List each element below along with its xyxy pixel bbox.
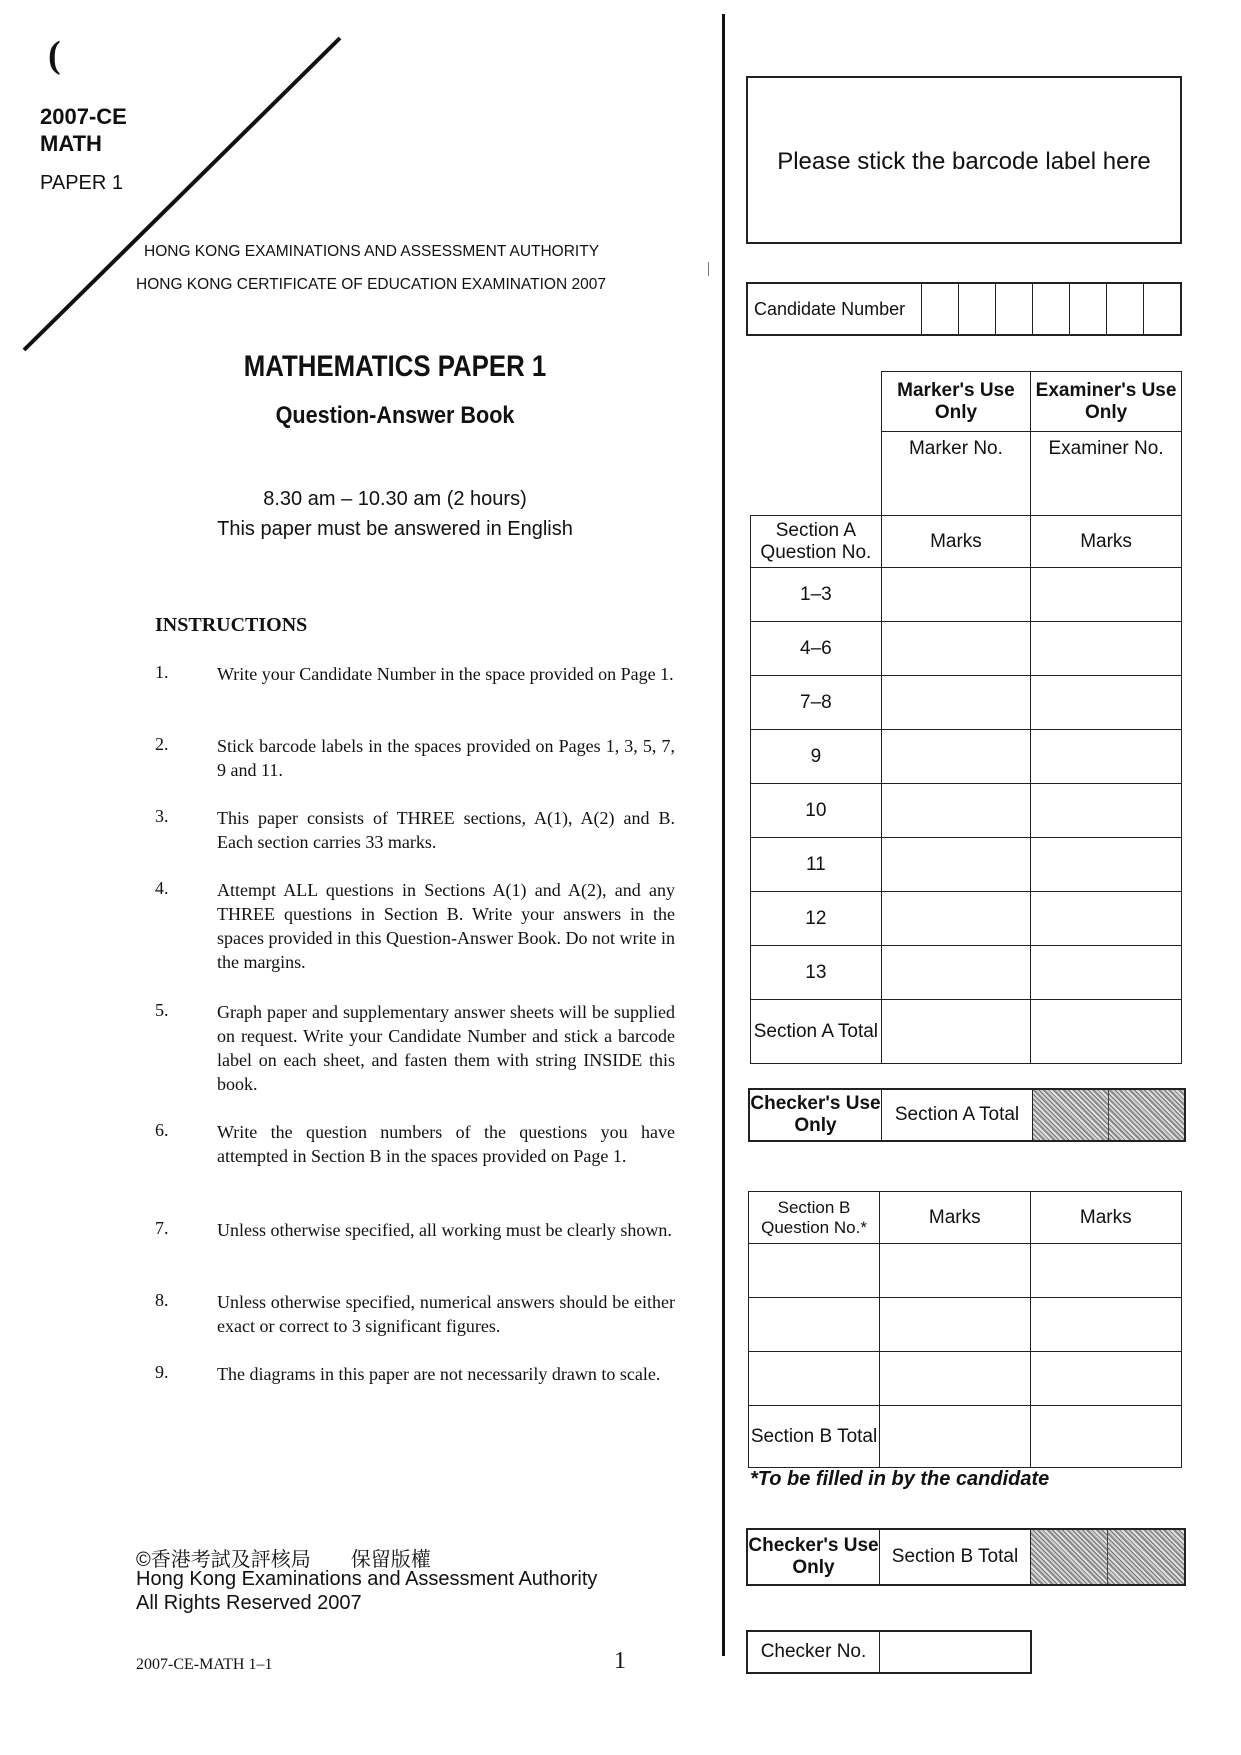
- instruction-number: 3.: [155, 806, 169, 826]
- instruction-text: Unless otherwise specified, all working must be clearly shown.: [217, 1220, 672, 1240]
- marker-total-cell[interactable]: [881, 1000, 1030, 1064]
- marker-marks-cell[interactable]: [881, 892, 1030, 946]
- question-range-cell: 1–3: [751, 568, 882, 622]
- checker-no-box: [746, 1630, 1032, 1674]
- examiner-marks-cell[interactable]: [1031, 784, 1182, 838]
- page-number: 1: [614, 1648, 626, 1674]
- marker-marks-cell[interactable]: [881, 730, 1030, 784]
- candidate-number-digit-cell[interactable]: [1144, 284, 1180, 334]
- examiner-total-cell[interactable]: [1030, 1406, 1181, 1468]
- paper-subtitle: Question-Answer Book: [275, 402, 515, 429]
- examiner-marks-header: Marks: [1030, 1192, 1181, 1244]
- paper-code-subject: MATH: [40, 131, 102, 156]
- shaded-block: [1031, 1530, 1108, 1584]
- paper-code-number: PAPER 1: [40, 172, 123, 194]
- instruction-number: 1.: [155, 662, 169, 682]
- corner-diagonal-line: [0, 0, 360, 370]
- shaded-block: [1033, 1090, 1109, 1140]
- examiner-marks-cell[interactable]: [1031, 622, 1182, 676]
- candidate-number-digit-cell[interactable]: [1107, 284, 1144, 334]
- examiner-marks-cell[interactable]: [1031, 676, 1182, 730]
- instructions-heading: INSTRUCTIONS: [155, 614, 308, 636]
- empty-corner: [751, 372, 882, 432]
- instruction-text: Write the question numbers of the questions you have attempted in Section B in the spaces provided on Page 1.: [217, 1122, 675, 1166]
- marker-marks-cell[interactable]: [880, 1352, 1030, 1406]
- paper-code-year: 2007-CE: [40, 104, 127, 129]
- copyright-rights: All Rights Reserved 2007: [136, 1592, 362, 1614]
- instruction-number: 9.: [155, 1362, 169, 1382]
- checker-section-b-total-label: Section B Total: [880, 1530, 1031, 1584]
- section-b-question-no-cell[interactable]: [749, 1298, 880, 1352]
- shaded-block: [1108, 1530, 1184, 1584]
- instruction-text: Graph paper and supplementary answer sheets will be supplied on request. Write your Candidate Number and stick a barcode label on each sheet, and fasten them with string INSIDE this book.: [217, 1002, 675, 1094]
- marker-no-label: Marker No.: [908, 438, 1003, 459]
- empty-corner: [751, 432, 882, 516]
- marker-marks-header: Marks: [880, 1192, 1030, 1244]
- examiner-no-label: Examiner No.: [1048, 438, 1164, 459]
- instruction-number: 8.: [155, 1290, 169, 1310]
- margin-mark: [708, 262, 709, 276]
- checker-section-b-box: [746, 1528, 1186, 1586]
- examiner-total-cell[interactable]: [1031, 1000, 1182, 1064]
- authority-name: HONG KONG EXAMINATIONS AND ASSESSMENT AUTHORITY: [144, 243, 600, 260]
- exam-name: HONG KONG CERTIFICATE OF EDUCATION EXAMINATION 2007: [136, 276, 606, 293]
- shaded-block: [1109, 1090, 1184, 1140]
- examiner-marks-cell[interactable]: [1031, 730, 1182, 784]
- question-range-cell: 9: [751, 730, 882, 784]
- marker-marks-cell[interactable]: [880, 1298, 1030, 1352]
- copyright-holder: Hong Kong Examinations and Assessment Authority: [136, 1568, 598, 1590]
- examiner-marks-header: Marks: [1031, 516, 1182, 568]
- marker-marks-header: Marks: [881, 516, 1030, 568]
- candidate-number-digit-cell[interactable]: [996, 284, 1033, 334]
- candidate-number-digit-cell[interactable]: [959, 284, 996, 334]
- instruction-number: 6.: [155, 1120, 169, 1140]
- section-b-total-label: Section B Total: [749, 1406, 880, 1468]
- checker-section-a-total-label: Section A Total: [882, 1090, 1033, 1140]
- marker-marks-cell[interactable]: [881, 568, 1030, 622]
- examiner-marks-cell[interactable]: [1030, 1298, 1181, 1352]
- section-b-question-no-cell[interactable]: [749, 1244, 880, 1298]
- question-range-cell: 13: [751, 946, 882, 1000]
- marker-use-header: Marker's Use Only: [881, 372, 1030, 432]
- candidate-number-digit-cell[interactable]: [1070, 284, 1107, 334]
- marker-no-cell[interactable]: [881, 432, 1030, 516]
- marker-marks-cell[interactable]: [881, 622, 1030, 676]
- checker-section-a-box: [748, 1088, 1186, 1142]
- barcode-label-instruction: Please stick the barcode label here: [777, 148, 1151, 175]
- question-range-cell: 10: [751, 784, 882, 838]
- question-range-cell: 7–8: [751, 676, 882, 730]
- checker-shaded-area: [1033, 1090, 1184, 1140]
- corner-mark: (: [48, 34, 61, 76]
- examiner-marks-cell[interactable]: [1030, 1352, 1181, 1406]
- section-b-question-no-header: Section B Question No.*: [749, 1192, 880, 1244]
- instruction-number: 5.: [155, 1000, 169, 1020]
- question-range-cell: 12: [751, 892, 882, 946]
- examiner-marks-cell[interactable]: [1031, 838, 1182, 892]
- instruction-text: Unless otherwise specified, numerical answers should be either exact or correct to 3 significant figures.: [217, 1292, 675, 1336]
- section-b-marks-table: [748, 1191, 1182, 1468]
- examiner-marks-cell[interactable]: [1031, 946, 1182, 1000]
- section-b-question-no-cell[interactable]: [749, 1352, 880, 1406]
- checker-no-label: Checker No.: [748, 1632, 880, 1672]
- question-range-cell: 4–6: [751, 622, 882, 676]
- column-divider: [722, 14, 725, 1656]
- marker-marks-cell[interactable]: [881, 946, 1030, 1000]
- section-a-total-label: Section A Total: [751, 1000, 882, 1064]
- checker-no-input-cell[interactable]: [880, 1632, 1030, 1672]
- marker-marks-cell[interactable]: [881, 838, 1030, 892]
- paper-title: MATHEMATICS PAPER 1: [243, 350, 547, 383]
- checker-use-label: Checker's Use Only: [748, 1530, 880, 1584]
- marker-marks-cell[interactable]: [881, 784, 1030, 838]
- candidate-number-label: Candidate Number: [748, 284, 922, 334]
- marker-marks-cell[interactable]: [880, 1244, 1030, 1298]
- section-a-marks-table: [750, 371, 1182, 1064]
- candidate-number-digit-cell[interactable]: [1033, 284, 1070, 334]
- candidate-number-box: [746, 282, 1182, 336]
- footer-paper-code: 2007-CE-MATH 1–1: [136, 1656, 273, 1673]
- examiner-no-cell[interactable]: [1031, 432, 1182, 516]
- candidate-fill-note: *To be filled in by the candidate: [750, 1468, 1050, 1490]
- examiner-use-header: Examiner's Use Only: [1031, 372, 1182, 432]
- examiner-marks-cell[interactable]: [1031, 892, 1182, 946]
- instruction-text: Stick barcode labels in the spaces provided on Pages 1, 3, 5, 7, 9 and 11.: [217, 736, 675, 780]
- instruction-number: 4.: [155, 878, 169, 898]
- marker-marks-cell[interactable]: [881, 676, 1030, 730]
- instruction-number: 7.: [155, 1218, 169, 1238]
- section-a-question-no-header: Section A Question No.: [751, 516, 882, 568]
- examiner-marks-cell[interactable]: [1030, 1244, 1181, 1298]
- question-range-cell: 11: [751, 838, 882, 892]
- exam-time: 8.30 am – 10.30 am (2 hours): [263, 488, 527, 510]
- checker-use-label: Checker's Use Only: [750, 1090, 882, 1140]
- instruction-text: The diagrams in this paper are not necessarily drawn to scale.: [217, 1364, 661, 1384]
- copyright-chinese: ©香港考試及評核局 保留版權: [136, 1549, 431, 1571]
- marker-total-cell[interactable]: [880, 1406, 1030, 1468]
- instruction-text: Attempt ALL questions in Sections A(1) and A(2), and any THREE questions in Section B. Write your answers in the spaces provided in this Question-Answer Book. Do not write in the margins.: [217, 880, 675, 972]
- candidate-number-digit-cell[interactable]: [922, 284, 959, 334]
- instruction-text: Write your Candidate Number in the space provided on Page 1.: [217, 664, 674, 684]
- instruction-number: 2.: [155, 734, 169, 754]
- checker-shaded-area: [1031, 1530, 1184, 1584]
- language-note: This paper must be answered in English: [217, 518, 573, 540]
- instruction-text: This paper consists of THREE sections, A(1), A(2) and B. Each section carries 33 marks.: [217, 808, 675, 852]
- examiner-marks-cell[interactable]: [1031, 568, 1182, 622]
